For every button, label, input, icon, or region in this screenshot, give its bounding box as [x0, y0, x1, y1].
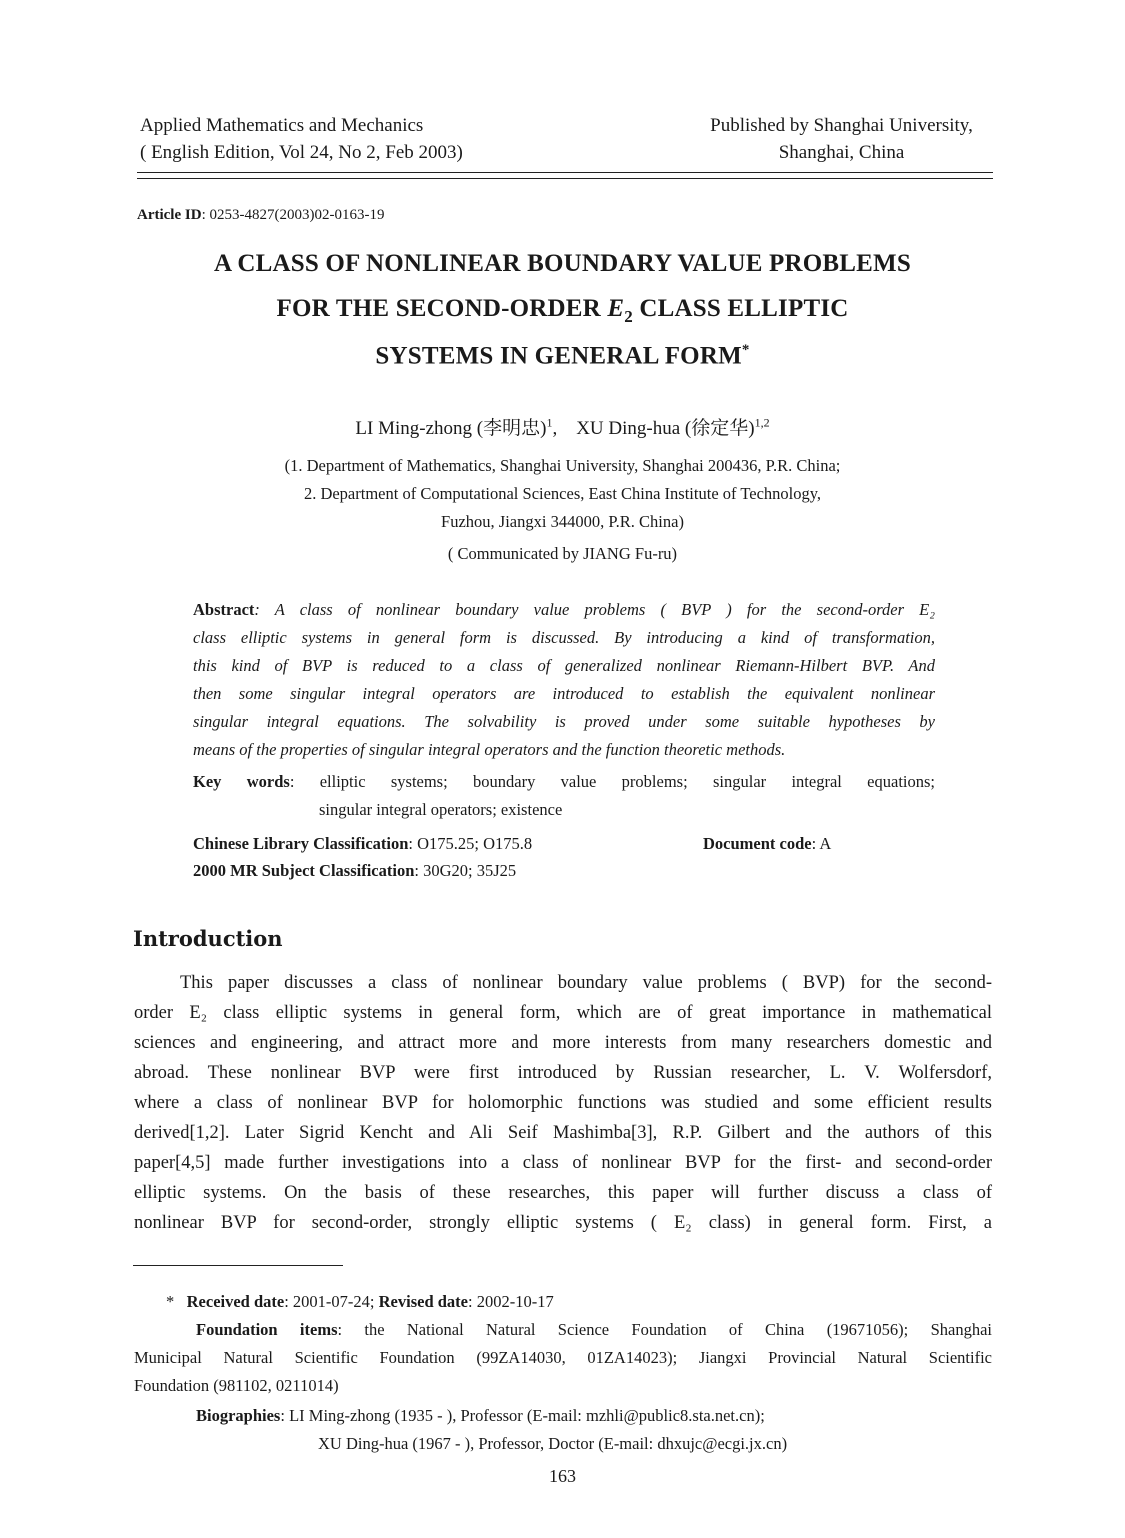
foundation-text-1: : the National Natural Science Foundation of China (19671056); Shanghai: [337, 1320, 992, 1339]
foundation-label: Foundation items: [196, 1320, 338, 1339]
header-rule-bottom: [137, 178, 993, 179]
author-1-affil: 1: [546, 415, 553, 430]
footnote-biographies: [196, 1402, 787, 1458]
author-separator: ,: [552, 418, 558, 439]
document-code-label: Document code: [703, 834, 812, 853]
keywords-label: Key words: [193, 772, 290, 791]
abstract-line-2: class elliptic systems in general form is discussed. By introducing a kind of transformation,: [193, 628, 935, 647]
body-text: [134, 968, 992, 1238]
abstract-line-1: [193, 596, 935, 624]
bio-label: Biographies: [196, 1406, 281, 1425]
title-line-2-end: CLASS ELLIPTIC: [632, 295, 849, 322]
author-2-affil: 1,2: [754, 415, 770, 430]
page-number: 163: [549, 1466, 576, 1486]
keywords: [193, 768, 935, 824]
journal-edition: ( English Edition, Vol 24, No 2, Feb 2003): [140, 142, 463, 163]
title-e-symbol: E: [607, 295, 625, 322]
clc-label: Chinese Library Classification: [193, 834, 409, 853]
body-line: abroad. These nonlinear BVP were first introduced by Russian researcher, L. V. Wolfersdorf,: [134, 1063, 992, 1083]
publisher-name: Published by Shanghai University,: [710, 115, 973, 136]
footnote-star: *: [166, 1292, 175, 1311]
journal-name: Applied Mathematics and Mechanics: [140, 115, 424, 136]
bio-text-1: : LI Ming-zhong (1935 - ), Professor (E-mail: mzhli@public8.sta.net.cn);: [280, 1406, 765, 1425]
abstract: [193, 596, 935, 764]
body-line: sciences and engineering, and attract more and more interests from many researchers domestic and: [134, 1033, 992, 1053]
abstract-label: Abstract: [193, 600, 255, 619]
author-2: XU Ding-hua (徐定华): [576, 418, 755, 439]
footnote-rule: [133, 1265, 343, 1266]
footnote-foundation: [134, 1316, 992, 1400]
title-line-1: A CLASS OF NONLINEAR BOUNDARY VALUE PROBLEMS: [214, 250, 911, 277]
body-line: where a class of nonlinear BVP for holomorphic functions was studied and some efficient results: [134, 1093, 992, 1113]
document-code-value: : A: [811, 834, 832, 853]
title-line-2-start: FOR THE SECOND-ORDER: [276, 295, 608, 322]
authors: [0, 413, 1125, 440]
body-line: nonlinear BVP for second-order, strongly elliptic systems ( E₂ class) in general form. First, a: [134, 1213, 992, 1233]
communicated-by: ( Communicated by JIANG Fu-ru): [447, 544, 678, 563]
clc-value: : O175.25; O175.8: [408, 834, 533, 853]
section-heading: Introduction: [133, 926, 283, 951]
document-code: [703, 830, 831, 858]
author-1: LI Ming-zhong (李明忠): [355, 418, 547, 439]
keywords-text-1: : elliptic systems; boundary value problems; singular integral equations;: [289, 772, 935, 791]
title-line-3-text: SYSTEMS IN GENERAL FORM: [375, 342, 742, 370]
publisher-info: [690, 112, 993, 166]
bio-line-2: XU Ding-hua (1967 - ), Professor, Doctor (E-mail: dhxujc@ecgi.jx.cn): [318, 1434, 788, 1453]
body-line: order E₂ class elliptic systems in general form, which are of great importance in mathematical: [134, 1003, 992, 1023]
mr-value: : 30G20; 35J25: [414, 861, 517, 880]
received-label: Received date: [186, 1292, 285, 1311]
abstract-line-5: singular integral equations. The solvability is proved under some suitable hypotheses by: [193, 712, 935, 731]
article-id-value: : 0253-4827(2003)02-0163-19: [201, 207, 385, 223]
mr-label: 2000 MR Subject Classification: [193, 861, 415, 880]
title-e-subscript: 2: [624, 307, 633, 326]
footnote-dates: [166, 1288, 554, 1316]
affiliations: [0, 452, 1125, 536]
article-id-label: Article ID: [137, 207, 202, 223]
mr-classification: [193, 857, 516, 885]
publisher-location: Shanghai, China: [778, 142, 905, 163]
title-line-3: [0, 342, 1125, 370]
body-line: derived[1,2]. Later Sigrid Kencht and Ali Seif Mashimba[3], R.P. Gilbert and the authors of this: [134, 1123, 992, 1143]
foundation-line-2: Municipal Natural Scientific Foundation (99ZA14030, 01ZA14023); Jiangxi Provincial Natural Scientific: [134, 1348, 992, 1367]
body-line: elliptic systems. On the basis of these researches, this paper will further discuss a class of: [134, 1183, 992, 1203]
journal-info: [140, 112, 463, 166]
received-value: : 2001-07-24;: [284, 1292, 379, 1311]
foundation-line-3: Foundation (981102, 0211014): [134, 1376, 339, 1395]
affiliation-line-1: (1. Department of Mathematics, Shanghai University, Shanghai 200436, P.R. China;: [284, 456, 841, 475]
affiliation-line-2: 2. Department of Computational Sciences, East China Institute of Technology,: [303, 484, 822, 503]
affiliation-line-3: Fuzhou, Jiangxi 344000, P.R. China): [441, 512, 684, 531]
revised-label: Revised date: [378, 1292, 469, 1311]
bio-line-1: [196, 1402, 787, 1430]
title-footnote-mark: *: [741, 342, 750, 358]
revised-value: : 2002-10-17: [468, 1292, 554, 1311]
keywords-line-1: [193, 768, 935, 796]
body-line: This paper discusses a class of nonlinear boundary value problems ( BVP) for the second-: [180, 973, 992, 993]
abstract-text-1: : A class of nonlinear boundary value problems ( BVP ) for the second-order E₂: [254, 600, 935, 619]
header-rule-top: [137, 172, 993, 173]
title-line-2: [0, 295, 1125, 327]
abstract-line-3: this kind of BVP is reduced to a class of generalized nonlinear Riemann-Hilbert BVP. And: [193, 656, 935, 675]
abstract-line-6: means of the properties of singular integral operators and the function theoretic methods.: [193, 740, 786, 759]
clc-classification: [193, 830, 532, 858]
keywords-line-2: singular integral operators; existence: [319, 800, 563, 819]
article-id: [137, 207, 384, 224]
abstract-line-4: then some singular integral operators are introduced to establish the equivalent nonlinear: [193, 684, 935, 703]
foundation-line-1: [134, 1316, 992, 1344]
body-line: paper[4,5] made further investigations into a class of nonlinear BVP for the first- and second-order: [134, 1153, 992, 1173]
